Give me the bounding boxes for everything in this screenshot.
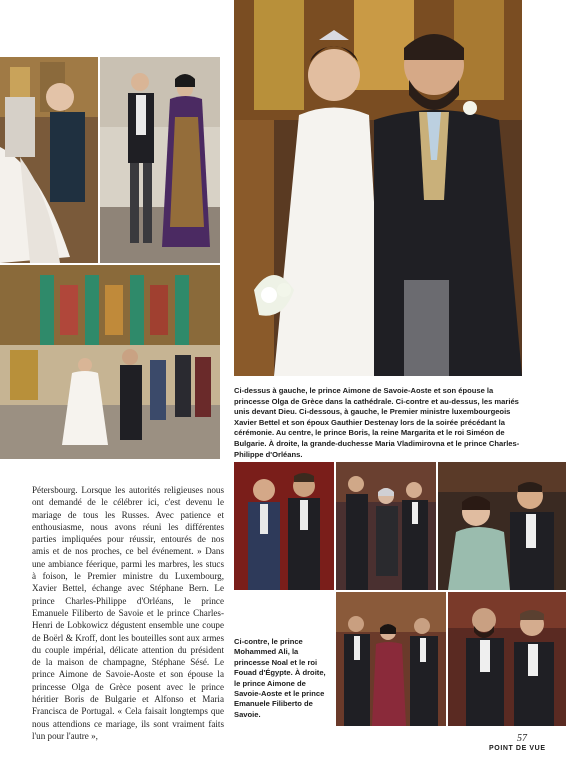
photo-prince-princess-robe [100,57,220,263]
photo-couple-main [234,0,522,376]
caption-side: Ci-contre, le prince Mohammed Ali, la princesse Noal et le roi Fouad d'Égypte. À droite, le prince Aimone de Savoie-Aoste et le prince Emanuele Filiberto de Savoie. [234,637,326,719]
photo-maria-vladimirovna-orleans [438,462,566,590]
photo-cathedral-procession [0,265,220,459]
magazine-name: POINT DE VUE [489,745,546,752]
photo-savoie-princes [448,592,566,726]
page-number: 57 [517,733,527,744]
caption-main: Ci-dessus à gauche, le prince Aimone de Savoie-Aoste et son épouse la princesse Olga de Grèce dans la cathédrale. Ci-contre et au-dessus, les mariés unis devant Dieu. Ci-dessous, à gauche, le Premier ministre luxembourgeois Xavier Bettel et son époux Gauthier Destenay lors de la soirée précédant la cérémonie. Au centre, le prince Boris, la reine Margarita et le roi Siméon de Bulgarie. À droite, la grande-duchesse Maria Vladimirovna et le prince Charles-Philippe d'Orléans. [234,386,520,459]
photo-bulgarian-royals [336,462,436,590]
photo-egypt-royals [336,592,446,726]
photo-bettel-destenay [234,462,334,590]
photo-bride-back [0,57,98,263]
article-body-text: Pétersbourg. Lorsque les autorités religieuses nous ont demandé de le célébrer ici, c'est devenu le mariage de tous les Russes. Avec patience et enthousiasme, nous avons réuni les différentes parties impliquées pour réussir, entourés de nos amis et de nos proches, ce bel événement. » Dans une ambiance féerique, parmi les marbres, les stucs à foison, le Premier ministre du Luxembourg, Xavier Bettel, échange avec Stéphane Bern. Le prince Charles-Philippe d'Orléans, le prince Emanuele Filiberto de Savoie et le prince Charles-Henri de Lobkowicz dégustent ensemble une coupe de Boërl & Kroff, dont les bouteilles sont aux armes du couple impérial, délicate attention du président de la maison de champagne, Stéphane Sésé. Le prince Aimone de Savoie-Aoste et son épouse la princesse Olga de Grèce posent avec le prince héritier Boris de Bulgarie et Alfonso et Maria Francisca de Portugal. « Cela faisait longtemps que nous attendions ce mariage, ils sont vraiment faits l'un pour l'autre », [32,485,224,741]
